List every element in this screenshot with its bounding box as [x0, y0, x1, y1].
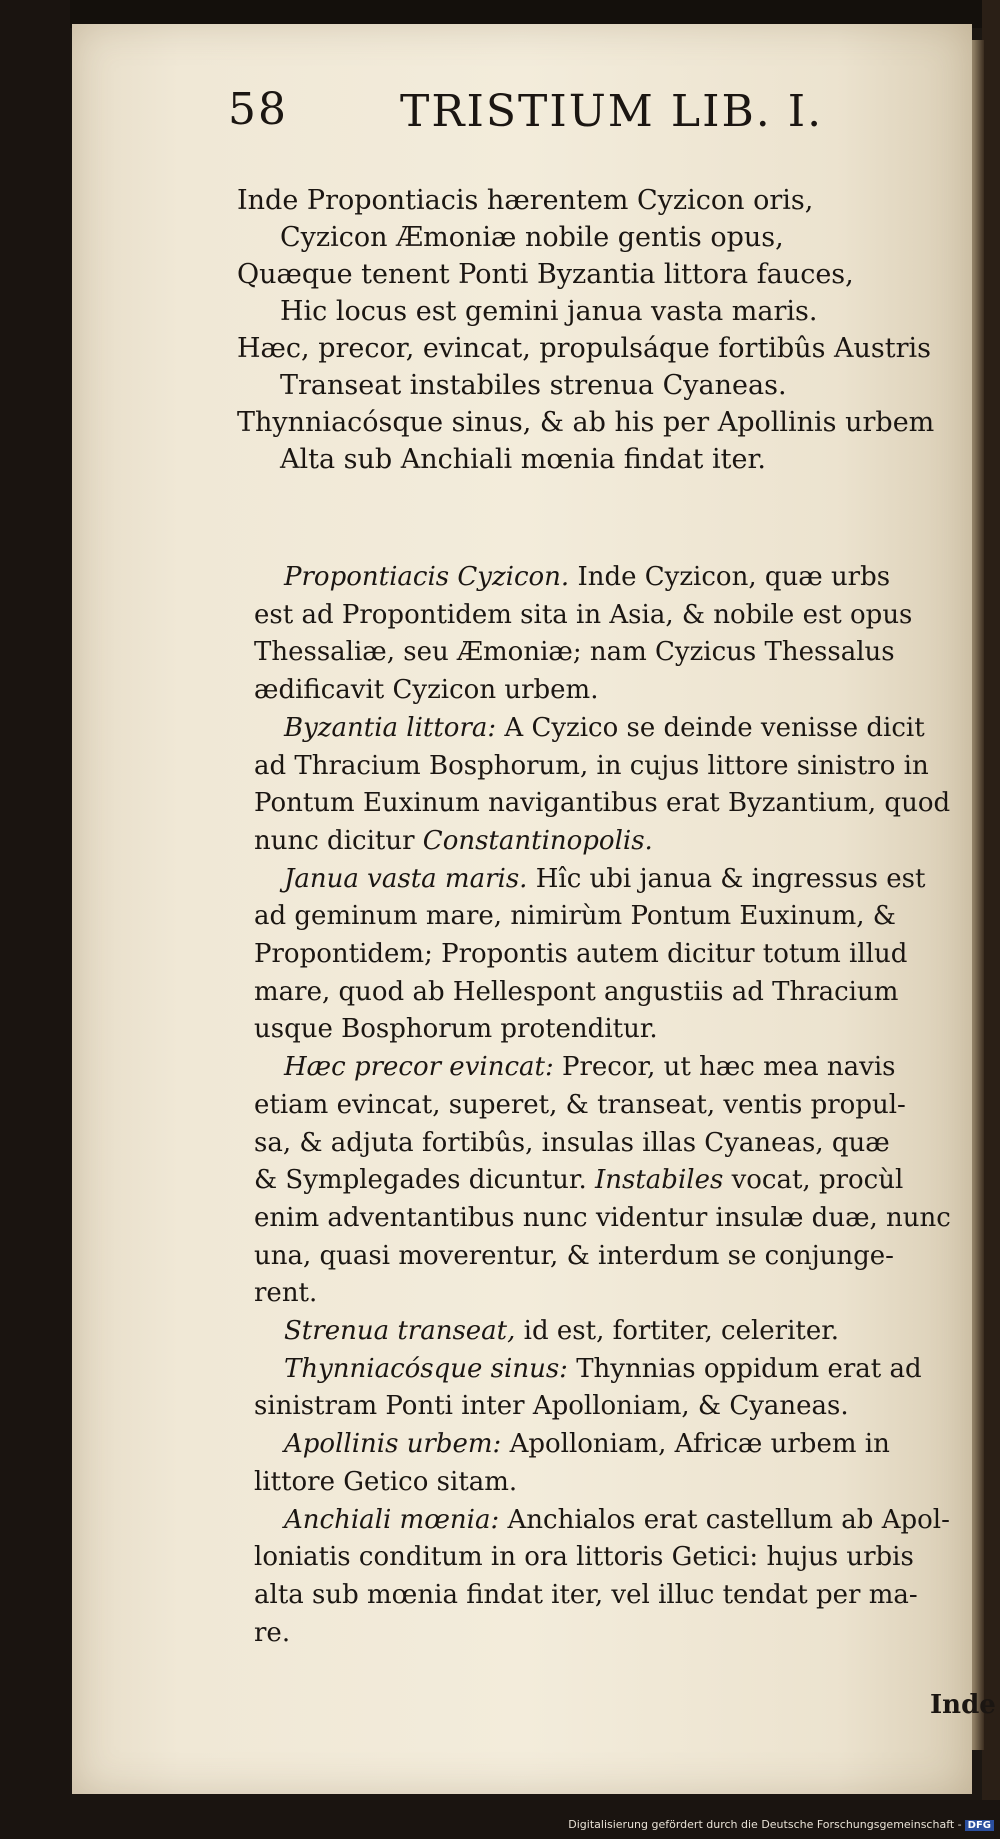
commentary-text: id est, fortiter, celeriter.	[523, 1316, 840, 1346]
commentary-entry	[284, 864, 925, 894]
lemma: Byzantia littora:	[284, 713, 497, 743]
commentary-text: alta sub mœnia findat iter, vel illuc tendat per ma-	[254, 1580, 918, 1610]
commentary-text: est ad Propontidem sita in Asia, & nobile est opus	[254, 600, 913, 630]
verse-line: Inde Propontiacis hærentem Cyzicon oris,	[237, 185, 814, 216]
commentary-line	[254, 901, 896, 931]
lemma: Anchiali mœnia:	[284, 1505, 500, 1535]
commentary-text: A Cyzico se deinde venisse dicit	[504, 713, 925, 743]
commentary-text: mare, quod ab Hellespont angustiis ad Thracium	[254, 977, 899, 1007]
commentary-entry	[284, 1052, 895, 1082]
lemma: Thynniacósque sinus:	[284, 1354, 568, 1384]
commentary-line	[254, 826, 653, 856]
catchword: Inde	[930, 1690, 996, 1720]
commentary-text: littore Getico sitam.	[254, 1467, 518, 1497]
commentary-text: etiam evincat, superet, & transeat, ventis propul-	[254, 1090, 906, 1120]
lemma: Hæc precor evincat:	[284, 1052, 554, 1082]
commentary-line	[254, 1203, 951, 1233]
running-title: TRISTIUM LIB. I.	[400, 86, 824, 137]
scan-border-left	[0, 0, 70, 1839]
commentary-text: Inde Cyzicon, quæ urbs	[577, 562, 891, 592]
verse-line: Transeat instabiles strenua Cyaneas.	[280, 370, 787, 401]
commentary-text: rent.	[254, 1278, 318, 1308]
commentary-text: sinistram Ponti inter Apolloniam, & Cyaneas.	[254, 1391, 849, 1421]
commentary-entry	[284, 713, 925, 743]
verse-line: Thynniacósque sinus, & ab his per Apollinis urbem	[237, 407, 935, 438]
commentary-text: usque Bosphorum protenditur.	[254, 1014, 658, 1044]
commentary-text: Propontidem; Propontis autem dicitur totum illud	[254, 939, 908, 969]
commentary-text: Thessaliæ, seu Æmoniæ; nam Cyzicus Thessalus	[254, 637, 895, 667]
verse-line: Alta sub Anchiali mœnia findat iter.	[280, 444, 766, 475]
commentary-line	[254, 751, 929, 781]
commentary-line	[254, 1618, 290, 1648]
digitization-credit	[568, 1818, 994, 1831]
commentary-entry	[284, 1316, 839, 1346]
commentary-text: Pontum Euxinum navigantibus erat Byzantium, quod	[254, 788, 951, 818]
lemma: Propontiacis Cyzicon.	[284, 562, 570, 592]
commentary-line	[254, 1467, 517, 1497]
commentary-line	[254, 675, 598, 705]
verse-line: Hæc, precor, evincat, propulsáque fortibûs Austris	[237, 333, 932, 364]
lemma: Apollinis urbem:	[284, 1429, 502, 1459]
commentary-text: & Symplegades dicuntur.	[254, 1165, 587, 1195]
verse-line: Hic locus est gemini janua vasta maris.	[280, 296, 818, 327]
inline-lemma: Instabiles	[595, 1165, 724, 1195]
commentary-line	[254, 1165, 903, 1195]
commentary-text: Apolloniam, Africæ urbem in	[509, 1429, 890, 1459]
commentary-line	[254, 788, 950, 818]
verse-line: Quæque tenent Ponti Byzantia littora fauces,	[237, 259, 854, 290]
commentary-line	[254, 1014, 658, 1044]
commentary-line	[254, 1278, 317, 1308]
commentary-text: loniatis conditum in ora littoris Getici: hujus urbis	[254, 1542, 914, 1572]
commentary-line	[254, 939, 907, 969]
commentary-entry	[284, 562, 890, 592]
commentary-line	[254, 977, 898, 1007]
commentary-entry	[284, 1354, 922, 1384]
commentary-text: sa, & adjuta fortibûs, insulas illas Cyaneas, quæ	[254, 1128, 890, 1158]
scan-border-right	[982, 0, 1000, 1839]
commentary-line	[254, 1241, 894, 1271]
commentary-text: una, quasi moverentur, & interdum se conjunge-	[254, 1241, 894, 1271]
commentary-line	[254, 1580, 918, 1610]
commentary-text: Hîc ubi janua & ingressus est	[535, 864, 926, 894]
commentary-text: Thynnias oppidum erat ad	[576, 1354, 922, 1384]
commentary-text: re.	[254, 1618, 291, 1648]
dfg-logo-badge: DFG	[965, 1820, 994, 1831]
verse-line: Cyzicon Æmoniæ nobile gentis opus,	[280, 222, 784, 253]
commentary-text: Precor, ut hæc mea navis	[561, 1052, 896, 1082]
commentary-text: Anchialos erat castellum ab Apol-	[507, 1505, 950, 1535]
commentary-line	[254, 1090, 906, 1120]
commentary-tail: vocat, procùl	[731, 1165, 904, 1195]
commentary-entry	[284, 1429, 890, 1459]
lemma: Strenua transeat,	[284, 1316, 516, 1346]
commentary-entry	[284, 1505, 950, 1535]
page-number: 58	[228, 84, 288, 135]
commentary-line	[254, 1542, 914, 1572]
commentary-line	[254, 1391, 849, 1421]
commentary-text: ad Thracium Bosphorum, in cujus littore sinistro in	[254, 751, 929, 781]
commentary-tail: Constantinopolis.	[422, 826, 653, 856]
commentary-text: ædificavit Cyzicon urbem.	[254, 675, 599, 705]
commentary-text: nunc dicitur	[254, 826, 415, 856]
commentary-line	[254, 637, 895, 667]
commentary-line	[254, 1128, 890, 1158]
lemma: Janua vasta maris.	[284, 864, 528, 894]
commentary-line	[254, 600, 912, 630]
credit-text: Digitalisierung gefördert durch die Deutsche Forschungsgemeinschaft -	[568, 1818, 962, 1831]
commentary-text: ad geminum mare, nimirùm Pontum Euxinum, &	[254, 901, 896, 931]
commentary-text: enim adventantibus nunc videntur insulæ duæ, nunc	[254, 1203, 951, 1233]
